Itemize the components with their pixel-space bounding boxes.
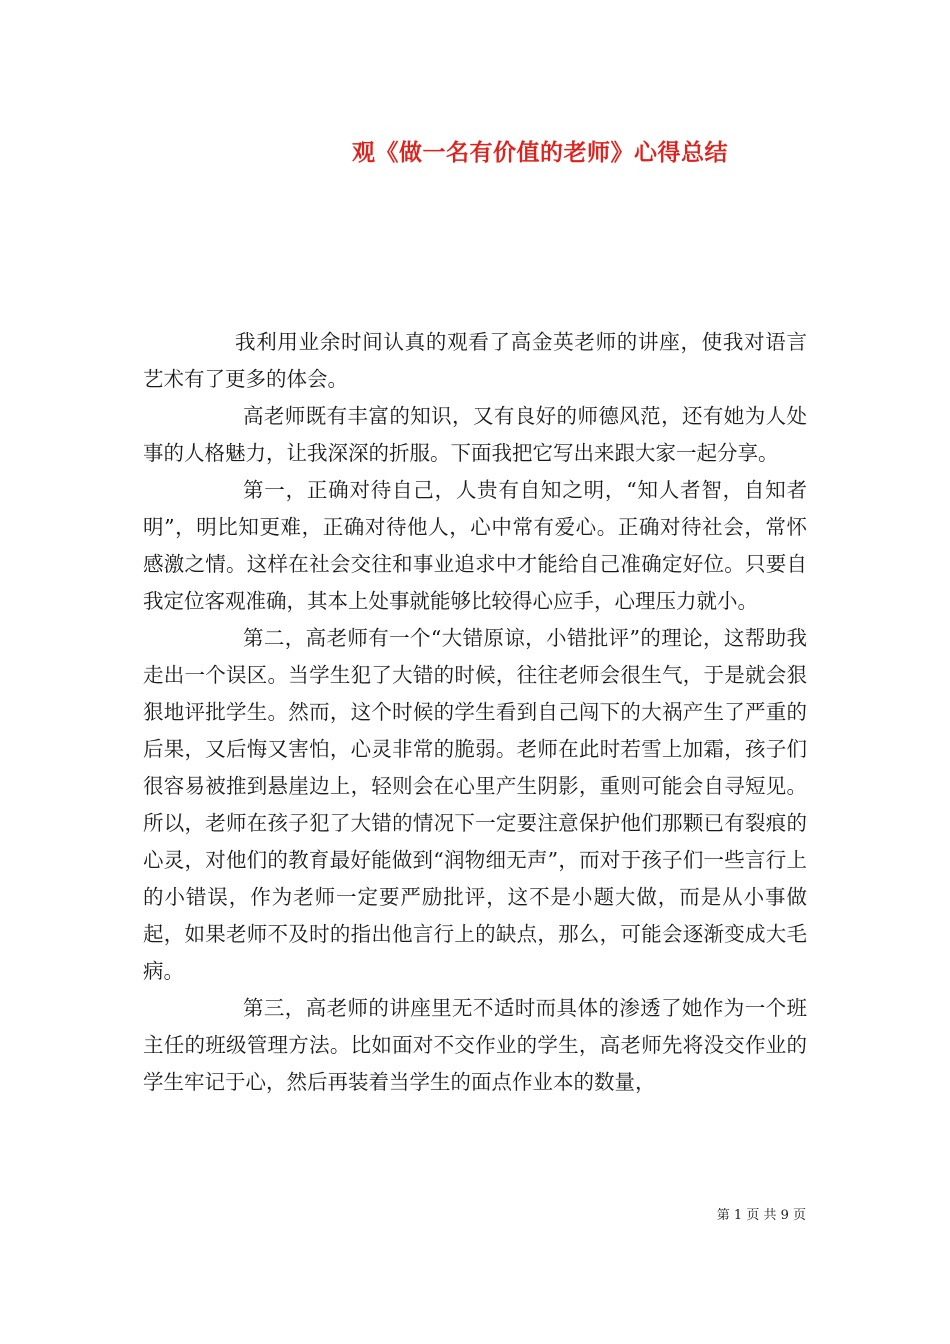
document-title: 观《做一名有价值的老师》心得总结 <box>352 139 728 166</box>
paragraph-1: 我利用业余时间认真的观看了高金英老师的讲座，使我对语言艺术有了更多的体会。 <box>143 330 807 391</box>
paragraph-5: 第三，高老师的讲座里无不适时而具体的渗透了她作为一个班主任的班级管理方法。比如面对不交作业的学生，高老师先将没交作业的学生牢记于心，然后再装着当学生的面点作业本的数量， <box>143 996 807 1094</box>
paragraph-4: 第二，高老师有一个“大错原谅，小错批评”的理论，这帮助我走出一个误区。当学生犯了大错的时候，往往老师会很生气，于是就会狠狠地评批学生。然而，这个时候的学生看到自己闯下的大祸产生了严重的后果，又后悔又害怕，心灵非常的脆弱。老师在此时若雪上加霜，孩子们很容易被推到悬崖边上，轻则会在心里产生阴影，重则可能会自寻短见。所以，老师在孩子犯了大错的情况下一定要注意保护他们那颗已有裂痕的心灵，对他们的教育最好能做到“润物细无声”，而对于孩子们一些言行上的小错误，作为老师一定要严励批评，这不是小题大做，而是从小事做起，如果老师不及时的指出他言行上的缺点，那么，可能会逐渐变成大毛病。 <box>143 626 807 983</box>
page-number-footer: 第 1 页 共 9 页 <box>716 1208 806 1223</box>
paragraph-3: 第一，正确对待自己，人贵有自知之明，“知人者智，自知者明”，明比知更难，正确对待他人，心中常有爱心。正确对待社会，常怀感激之情。这样在社会交往和事业追求中才能给自己准确定好位。只要自我定位客观准确，其本上处事就能够比较得心应手，心理压力就小。 <box>143 478 807 613</box>
document-body <box>143 324 807 1101</box>
paragraph-2: 高老师既有丰富的知识，又有良好的师德风范，还有她为人处事的人格魅力，让我深深的折服。下面我把它写出来跟大家一起分享。 <box>143 404 807 465</box>
